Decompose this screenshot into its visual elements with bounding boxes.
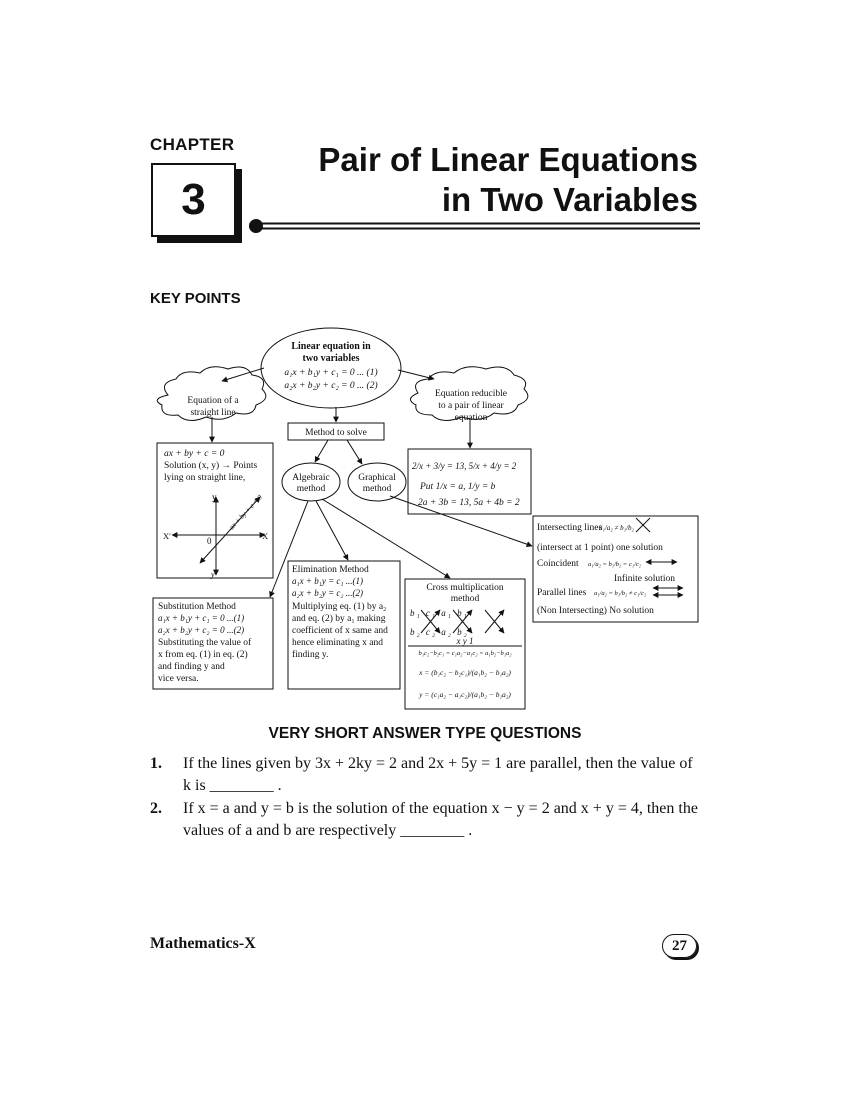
straight-line-2: lying on straight line, xyxy=(164,473,246,483)
cross-x-eq: x = (b₁c₂ − b₂c₁)/(a₁b₂ − b₁a₂) xyxy=(419,668,511,677)
vsa-heading: VERY SHORT ANSWER TYPE QUESTIONS xyxy=(268,725,582,742)
center-line-1: Linear equation in xyxy=(291,341,371,352)
question-1 xyxy=(150,753,700,797)
elimination-l3: coefficient of x same and xyxy=(292,626,388,636)
origin-label: 0 xyxy=(207,536,212,546)
elimination-l1: Multiplying eq. (1) by a₂ xyxy=(292,602,387,612)
left-cloud-line-2: straight line xyxy=(190,408,236,418)
substitution-eq-2: a₂x + b₂y + c₂ = 0 ...(2) xyxy=(158,625,245,635)
cross-row-2: b₂ c₂ a₂ b₂ xyxy=(410,627,469,637)
cross-y-eq: y = (c₁a₂ − a₁c₂)/(a₁b₂ − b₁a₂) xyxy=(419,690,511,699)
intersecting-sub: (intersect at 1 point) one solution xyxy=(537,543,663,553)
title-line-2: in Two Variables xyxy=(441,181,698,218)
substitution-title: Substitution Method xyxy=(158,602,236,612)
cross-title-2: method xyxy=(450,594,480,604)
axis-x-label: X xyxy=(262,531,269,541)
substitution-l2: x from eq. (1) in eq. (2) xyxy=(158,650,248,660)
chapter-number: 3 xyxy=(181,175,206,224)
question-2-text: If x = a and y = b is the solution of the equation x − y = 2 and x + y = 4, then the values of a and b are respectively ________ . xyxy=(183,800,698,839)
intersecting-cond: a₁/a₂ ≠ b₁/b₂ xyxy=(599,524,634,532)
left-cloud-line-1: Equation of a xyxy=(187,396,239,406)
page-title xyxy=(258,140,698,220)
substitution-l3: and finding y and xyxy=(158,662,225,672)
elimination-l4: hence eliminating x and xyxy=(292,638,384,648)
coincident-label: Coincident xyxy=(537,559,579,569)
graph-line-label: ax + by + c = 0 xyxy=(227,493,264,532)
question-2 xyxy=(150,798,700,842)
key-points-diagram xyxy=(150,325,702,715)
elimination-l2: and eq. (2) by a₁ making xyxy=(292,614,386,624)
right-cloud-line-3: equation xyxy=(454,413,488,423)
reducible-eq-2: 2a + 3b = 13, 5a + 4b = 2 xyxy=(418,498,520,508)
question-2-number: 2. xyxy=(150,800,162,817)
method-box-label: Method to solve xyxy=(305,428,367,438)
footer-subject: Mathematics-X xyxy=(150,935,256,952)
algebraic-line-2: method xyxy=(296,484,326,494)
cross-xyz: x y 1 xyxy=(456,636,474,646)
right-cloud-line-1: Equation reducible xyxy=(434,389,508,399)
elimination-eq-2: a₂x + b₂y = c₂ ...(2) xyxy=(292,588,364,598)
title-rule xyxy=(240,218,702,234)
question-1-text: If the lines given by 3x + 2ky = 2 and 2x + 5y = 1 are parallel, then the value of k is ________ . xyxy=(183,755,693,794)
axis-y-label: y xyxy=(212,492,217,502)
axis-x-neg-label: X′ xyxy=(163,531,171,541)
substitution-l1: Substituting the value of xyxy=(158,638,252,648)
key-points-heading: KEY POINTS xyxy=(150,290,241,307)
center-eq-2: a₂x + b₂y + c₂ = 0 ... (2) xyxy=(284,381,378,391)
coincident-cond: a₁/a₂ = b₁/b₂ = c₁/c₂ xyxy=(588,561,642,568)
axis-y-neg-label: y′ xyxy=(211,570,217,579)
page-number-badge xyxy=(662,934,697,958)
graphical-line-1: Graphical xyxy=(358,473,396,483)
cross-row-1: b₁ c₁ a₁ b₁ xyxy=(410,608,469,618)
cross-title-1: Cross multiplication xyxy=(426,583,504,593)
straight-line-1: Solution (x, y) → Points xyxy=(164,461,258,471)
straight-eq: ax + by + c = 0 xyxy=(164,449,225,459)
substitution-eq-1: a₁x + b₁y + c₁ = 0 ...(1) xyxy=(158,613,245,623)
graphical-line-2: method xyxy=(362,484,392,494)
reducible-eq-1: 2/x + 3/y = 13, 5/x + 4/y = 2 xyxy=(412,461,517,471)
title-line-1: Pair of Linear Equations xyxy=(318,141,698,178)
question-1-number: 1. xyxy=(150,755,162,772)
chapter-number-box xyxy=(151,163,236,237)
intersecting-label: Intersecting lines xyxy=(537,523,603,533)
algebraic-line-1: Algebraic xyxy=(292,473,330,483)
substitution-l4: vice versa. xyxy=(158,674,199,684)
elimination-eq-1: a₁x + b₁y = c₁ ...(1) xyxy=(292,576,364,586)
right-cloud-line-2: to a pair of linear xyxy=(438,401,504,411)
reducible-put: Put 1/x = a, 1/y = b xyxy=(420,482,496,492)
elimination-title: Elimination Method xyxy=(292,565,369,575)
parallel-sub: (Non Intersecting) No solution xyxy=(537,606,654,616)
infinite-label: Infinite solution xyxy=(614,574,675,584)
parallel-cond: a₁/a₂ = b₁/b₂ ≠ c₁/c₂ xyxy=(594,590,647,597)
page-number: 27 xyxy=(672,937,687,954)
elimination-l5: finding y. xyxy=(292,650,329,660)
parallel-label: Parallel lines xyxy=(537,588,587,598)
cross-ratio: b₁c₂−b₂c₁ = c₁a₂−a₁c₂ = a₁b₂−b₁a₂ xyxy=(418,650,512,657)
center-eq-1: a₁x + b₁y + c₁ = 0 ... (1) xyxy=(284,368,378,378)
center-line-2: two variables xyxy=(302,353,360,364)
chapter-label: CHAPTER xyxy=(150,135,235,154)
